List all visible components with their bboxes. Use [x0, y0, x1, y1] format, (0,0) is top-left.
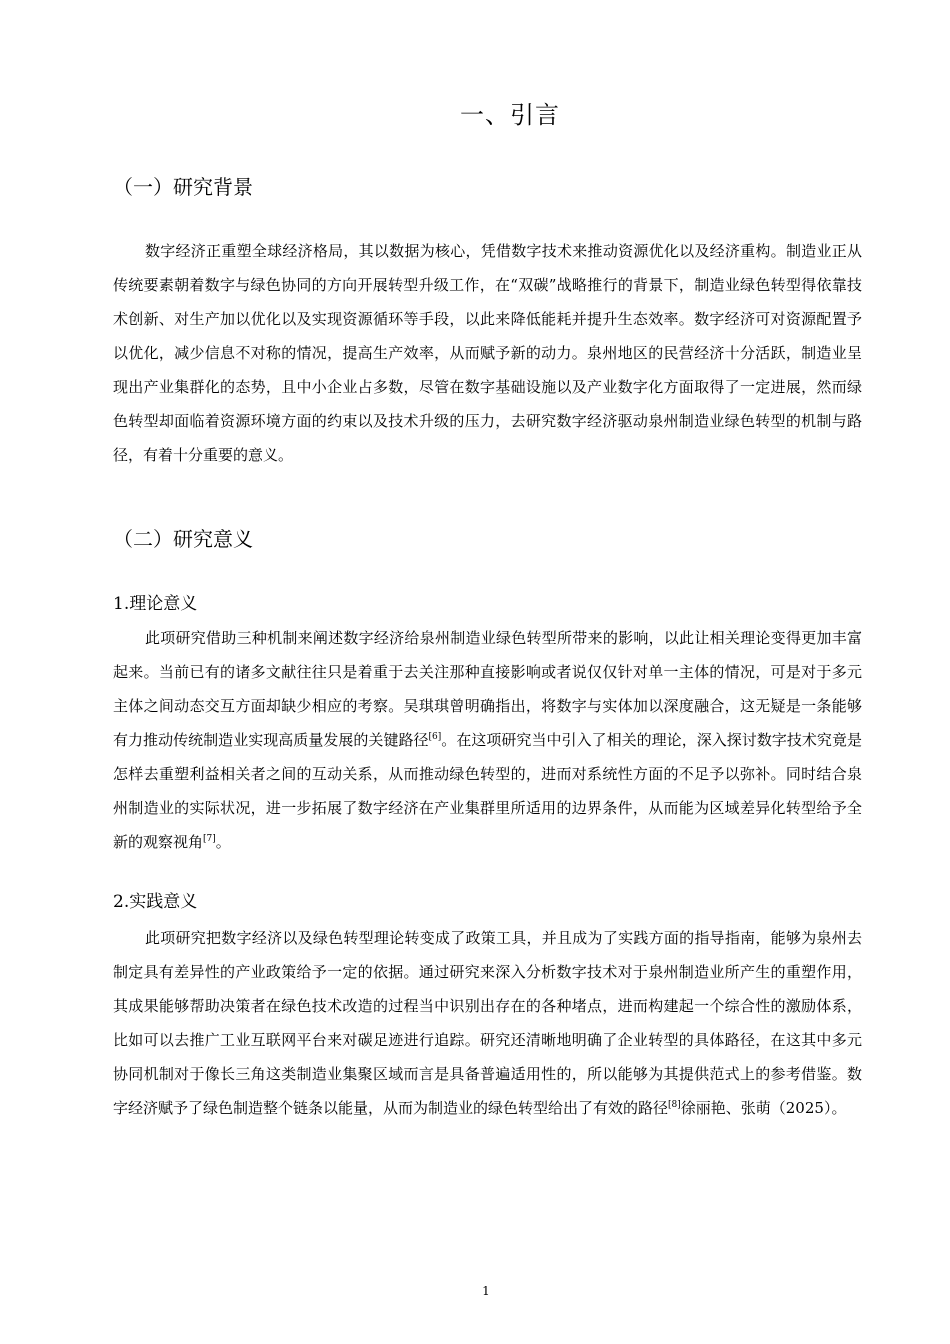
- practical-significance-paragraph: [113, 921, 862, 1125]
- paragraph-text: 此项研究借助三种机制来阐述数字经济给泉州制造业绿色转型所带来的影响，以此让相关理论变得更加丰富起来。当前已有的诸多文献往往只是着重于去关注那种直接影响或者说仅仅针对单一主体的情况，可是对于多元主体之间动态交互方面却缺少相应的考察。吴琪琪曾明确指出，将数字与实体加以深度融合，这无疑是一条能够有力推动传统制造业实现高质量发展的关键路径: [113, 629, 862, 749]
- citation-ref-7: [7]: [203, 834, 216, 844]
- citation-ref-6: [6]: [428, 732, 442, 742]
- paragraph-text: 徐丽艳、张萌（2025）。: [680, 1099, 847, 1117]
- subheading-theoretical-significance: 1.理论意义: [113, 594, 198, 614]
- paragraph-text: 。在这项研究当中引入了相关的理论，深入探讨数字技术究竟是怎样去重塑利益相关者之间的互动关系，从而推动绿色转型的，进而对系统性方面的不足予以弥补。同时结合泉州制造业的实际状况，进一步拓展了数字经济在产业集群里所适用的边界条件，从而能为区域差异化转型给予全新的观察视角: [113, 731, 862, 851]
- chapter-title: 一、引言: [460, 101, 560, 129]
- paragraph-text: 。: [215, 833, 231, 851]
- theoretical-significance-paragraph: [113, 621, 862, 859]
- background-paragraph: 数字经济正重塑全球经济格局，其以数据为核心，凭借数字技术来推动资源优化以及经济重构。制造业正从传统要素朝着数字与绿色协同的方向开展转型升级工作，在“双碳”战略推行的背景下，制造业绿色转型得依靠技术创新、对生产加以优化以及实现资源循环等手段，以此来降低能耗并提升生态效率。数字经济可对资源配置予以优化，减少信息不对称的情况，提高生产效率，从而赋予新的动力。泉州地区的民营经济十分活跃，制造业呈现出产业集群化的态势，且中小企业占多数，尽管在数字基础设施以及产业数字化方面取得了一定进展，然而绿色转型却面临着资源环境方面的约束以及技术升级的压力，去研究数字经济驱动泉州制造业绿色转型的机制与路径，有着十分重要的意义。: [113, 242, 862, 464]
- section-heading-research-background: （一）研究背景: [113, 175, 253, 199]
- paragraph-text: 此项研究把数字经济以及绿色转型理论转变成了政策工具，并且成为了实践方面的指导指南，能够为泉州去制定具有差异性的产业政策给予一定的依据。通过研究来深入分析数字技术对于泉州制造业所产生的重塑作用，其成果能够帮助决策者在绿色技术改造的过程当中识别出存在的各种堵点，进而构建起一个综合性的激励体系，比如可以去推广工业互联网平台来对碳足迹进行追踪。研究还清晰地明确了企业转型的具体路径，在这其中多元协同机制对于像长三角这类制造业集聚区域而言是具备普遍适用性的，所以能够为其提供范式上的参考借鉴。数字经济赋予了绿色制造整个链条以能量，从而为制造业的绿色转型给出了有效的路径: [113, 929, 862, 1117]
- page-number: 1: [482, 1284, 490, 1298]
- subheading-practical-significance: 2.实践意义: [113, 892, 198, 912]
- section-heading-research-significance: （二）研究意义: [113, 527, 253, 551]
- citation-ref-8: [8]: [668, 1100, 681, 1110]
